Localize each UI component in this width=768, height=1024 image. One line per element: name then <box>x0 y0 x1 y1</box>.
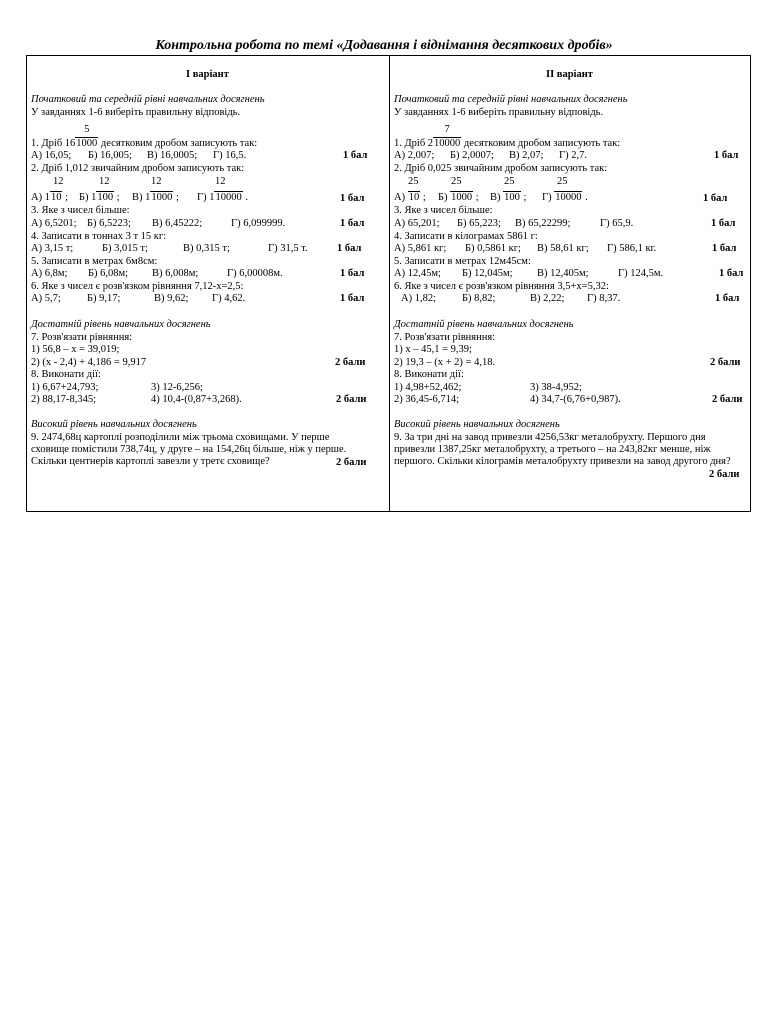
v1-q7-points: 2 бали <box>335 357 366 368</box>
v2-q2: 2. Дріб 0,025 звичайним дробом записують так: <box>394 163 608 174</box>
v1-q6-points: 1 бал <box>340 293 365 304</box>
v1-q2-opt-a-post: ; <box>65 192 69 203</box>
v1-q5-points: 1 бал <box>340 268 365 279</box>
v2-q8: 8. Виконати дії: <box>394 369 464 380</box>
v2-q1-opt-a: А) 2,007; <box>394 150 435 161</box>
test-table <box>26 55 751 512</box>
v2-q1-prefix: 1. Дріб 2 <box>394 138 434 149</box>
v2-q3-opt-d: Г) 65,9. <box>600 218 634 229</box>
v2-q2-num-a: 25 <box>408 176 419 187</box>
v2-q9: 9. За три дні на завод привезли 4256,53кг металобрухту. Першого дня привезли 1387,25кг металобрухту, а третього – на 243,82кг менше, ніж першого. Скільки кілограмів металобрухту привезли на завод другого дня? <box>394 432 731 467</box>
v1-q2-num-d: 12 <box>215 176 226 187</box>
v1-q3-opt-d: Г) 6,099999. <box>231 218 286 229</box>
v1-q2-opt-c-pre: В) 1 <box>132 192 151 203</box>
v2-q8-points: 2 бали <box>712 394 743 405</box>
v2-level2-title: Достатній рівень навчальних досягнень <box>394 319 574 330</box>
v2-q2-den-a: 10 <box>408 192 420 203</box>
v2-q1-opt-c: В) 2,07; <box>509 150 544 161</box>
v2-q8-3: 3) 38-4,952; <box>530 382 582 393</box>
v1-q3-opt-a: А) 6,5201; <box>31 218 77 229</box>
v1-q2-den-d: 10000 <box>215 192 242 203</box>
v2-q1-denominator: 10000 <box>434 138 461 149</box>
v1-q1-prefix: 1. Дріб 16 <box>31 138 76 149</box>
v1-q5-opt-c: В) 6,008м; <box>152 268 199 279</box>
v1-q1-suffix: десятковим дробом записують так: <box>98 138 258 149</box>
v1-q2-points: 1 бал <box>340 193 365 204</box>
v2-q2-opt-b-post: ; <box>475 192 479 203</box>
v2-q3-opt-c: В) 65,22299; <box>515 218 571 229</box>
page-title: Контрольна робота по темі «Додавання і віднімання десяткових дробів» <box>155 38 613 53</box>
v1-q8-1: 1) 6,67+24,793; <box>31 382 99 393</box>
v1-q1-fraction <box>75 124 98 150</box>
v1-q2-den-c: 1000 <box>151 192 173 203</box>
v1-q2-opt-b-pre: Б) 1 <box>79 192 97 203</box>
v2-q8-2: 2) 36,45-6,714; <box>394 394 460 405</box>
v1-q1-points: 1 бал <box>343 150 368 161</box>
v2-level1-title: Початковий та середній рівні навчальних досягнень <box>394 94 628 105</box>
v2-q5-points: 1 бал <box>719 268 744 279</box>
v2-q2-opt-d <box>542 191 588 204</box>
v1-q7-a: 1) 56,8 – х = 39,019; <box>31 344 120 355</box>
v2-q2-opt-b <box>438 191 479 204</box>
v1-q9-points: 2 бали <box>336 457 367 468</box>
v1-q4-opt-d: Г) 31,5 т. <box>268 243 308 254</box>
v1-q1-denominator: 1000 <box>76 138 98 149</box>
v2-q7-points: 2 бали <box>710 357 741 368</box>
v2-q2-opt-a-post: ; <box>422 192 426 203</box>
v2-q1-suffix: десятковим дробом записують так: <box>461 138 621 149</box>
v1-q1-numerator: 5 <box>84 124 90 135</box>
v1-q1 <box>31 124 258 150</box>
v1-q8-points: 2 бали <box>336 394 367 405</box>
v2-q4-opt-a: А) 5,861 кг; <box>394 243 447 254</box>
variant-2-heading: ІІ варіант <box>546 69 593 80</box>
v1-q4-opt-c: В) 0,315 т; <box>183 243 230 254</box>
v2-q2-num-b: 25 <box>451 176 462 187</box>
v1-level1-title: Початковий та середній рівні навчальних досягнень <box>31 94 265 105</box>
v2-q7: 7. Розв'язати рівняння: <box>394 332 496 343</box>
v1-q9: 9. 2474,68ц картоплі розподілили між трьома сховищами. У перше сховище помістили 738,74ц, у друге – на 154,26ц більше, ніж у перше. Скільки центнерів картоплі завезли у третє сховище? <box>31 432 347 467</box>
v1-q6-opt-d: Г) 4,62. <box>212 293 246 304</box>
v1-q6-opt-a: А) 5,7; <box>31 293 61 304</box>
v2-q4-opt-d: Г) 586,1 кг. <box>607 243 657 254</box>
v2-q2-points: 1 бал <box>703 193 728 204</box>
v2-q5-opt-b: Б) 12,045м; <box>462 268 513 279</box>
v1-q4-opt-a: А) 3,15 т; <box>31 243 74 254</box>
v1-level3-title: Високий рівень навчальних досягнень <box>31 419 197 430</box>
v2-q1 <box>394 124 621 150</box>
v1-q6-opt-c: В) 9,62; <box>154 293 189 304</box>
v1-q6: 6. Яке з чисел є розв'язком рівняння 7,12-х=2,5: <box>31 281 244 292</box>
v1-q8-3: 3) 12-6,256; <box>151 382 203 393</box>
v2-instruction: У завданнях 1-6 виберіть правильну відповідь. <box>394 107 604 118</box>
v1-q2-opt-a <box>31 191 68 204</box>
column-divider <box>389 56 390 511</box>
v2-q6-opt-d: Г) 8,37. <box>587 293 621 304</box>
v1-q2-den-a: 10 <box>50 192 62 203</box>
v1-q2-opt-b-post: ; <box>116 192 120 203</box>
v2-q1-points: 1 бал <box>714 150 739 161</box>
v1-q3-opt-b: Б) 6,5223; <box>87 218 131 229</box>
v2-q1-numerator: 7 <box>444 124 450 135</box>
v1-q1-opt-b: Б) 16,005; <box>88 150 132 161</box>
v1-q2-opt-c-post: ; <box>176 192 179 203</box>
v2-q6-opt-b: Б) 8,82; <box>462 293 496 304</box>
v1-q2-opt-d-pre: Г) 1 <box>197 192 215 203</box>
v2-q8-1: 1) 4,98+52,462; <box>394 382 462 393</box>
v1-q5-opt-a: А) 6,8м; <box>31 268 68 279</box>
v1-q3-opt-c: В) 6,45222; <box>152 218 203 229</box>
v2-q5-opt-d: Г) 124,5м. <box>618 268 664 279</box>
v2-q2-opt-d-pre: Г) <box>542 192 552 203</box>
v2-level3-title: Високий рівень навчальних досягнень <box>394 419 560 430</box>
v1-q3-points: 1 бал <box>340 218 365 229</box>
v1-instruction: У завданнях 1-6 виберіть правильну відповідь. <box>31 107 241 118</box>
v1-q2-opt-a-pre: А) 1 <box>31 192 50 203</box>
v2-q5-opt-a: А) 12,45м; <box>394 268 441 279</box>
v1-q5-opt-b: Б) 6,08м; <box>88 268 129 279</box>
v1-q2-num-a: 12 <box>53 176 64 187</box>
v1-q6-opt-b: Б) 9,17; <box>87 293 121 304</box>
v2-q4-opt-b: Б) 0,5861 кг; <box>465 243 521 254</box>
v1-level2-title: Достатній рівень навчальних досягнень <box>31 319 211 330</box>
v1-q8: 8. Виконати дії: <box>31 369 101 380</box>
v2-q2-opt-a <box>394 191 426 204</box>
v1-q7-b: 2) (х - 2,4) + 4,186 = 9,917 <box>31 357 147 368</box>
v2-q5: 5. Записати в метрах 12м45см: <box>394 256 531 267</box>
v2-q2-opt-b-pre: Б) <box>438 192 448 203</box>
v1-q1-opt-a: А) 16,05; <box>31 150 72 161</box>
v1-q2-den-b: 100 <box>97 192 114 203</box>
v2-q2-num-c: 25 <box>504 176 515 187</box>
v2-q7-a: 1) х – 45,1 = 9,39; <box>394 344 472 355</box>
v2-q9-points: 2 бали <box>709 469 740 480</box>
v1-q5: 5. Записати в метрах 6м8см: <box>31 256 158 267</box>
v1-q8-2: 2) 88,17-8,345; <box>31 394 97 405</box>
v2-q6: 6. Яке з чисел є розв'язком рівняння 3,5+х=5,32: <box>394 281 609 292</box>
v2-q4: 4. Записати в кілограмах 5861 г: <box>394 231 538 242</box>
variant-1-heading: І варіант <box>186 69 229 80</box>
v2-q2-den-b: 1000 <box>451 192 473 203</box>
v2-q7-b: 2) 19,3 – (х + 2) = 4,18. <box>394 357 496 368</box>
v2-q2-den-d: 10000 <box>555 192 582 203</box>
v2-q6-opt-a: А) 1,82; <box>401 293 436 304</box>
v2-q2-opt-c <box>490 191 526 204</box>
v1-q7: 7. Розв'язати рівняння: <box>31 332 133 343</box>
v2-q3-opt-a: А) 65,201; <box>394 218 440 229</box>
v2-q3-opt-b: Б) 65,223; <box>457 218 501 229</box>
v1-q4: 4. Записати в тоннах 3 т 15 кг: <box>31 231 167 242</box>
v2-q5-opt-c: В) 12,405м; <box>537 268 589 279</box>
v2-q1-fraction <box>433 124 461 150</box>
v2-q2-opt-c-post: ; <box>523 192 527 203</box>
v2-q8-4: 4) 34,7-(6,76+0,987). <box>530 394 621 405</box>
v1-q2-opt-c <box>132 191 179 204</box>
v2-q4-points: 1 бал <box>712 243 737 254</box>
v1-q1-opt-d: Г) 16,5. <box>213 150 247 161</box>
v1-q2-num-c: 12 <box>151 176 162 187</box>
v2-q6-opt-c: В) 2,22; <box>530 293 565 304</box>
v2-q2-opt-c-pre: В) <box>490 192 501 203</box>
v1-q4-points: 1 бал <box>337 243 362 254</box>
v1-q2-opt-b <box>79 191 120 204</box>
v1-q4-opt-b: Б) 3,015 т; <box>102 243 148 254</box>
v1-q2-opt-d-post: . <box>245 192 248 203</box>
v1-q1-opt-c: В) 16,0005; <box>147 150 198 161</box>
v1-q8-4: 4) 10,4-(0,87+3,268). <box>151 394 242 405</box>
v2-q1-opt-b: Б) 2,0007; <box>450 150 494 161</box>
v2-q3: 3. Яке з чисел більше: <box>394 205 493 216</box>
v1-q2-opt-d <box>197 191 248 204</box>
v2-q2-opt-a-pre: А) <box>394 192 406 203</box>
v1-q5-opt-d: Г) 6,00008м. <box>227 268 283 279</box>
v2-q1-opt-d: Г) 2,7. <box>559 150 587 161</box>
v1-q2: 2. Дріб 1,012 звичайним дробом записують так: <box>31 163 245 174</box>
v2-q2-den-c: 100 <box>504 192 520 203</box>
v2-q6-points: 1 бал <box>715 293 740 304</box>
v2-q2-opt-d-post: . <box>585 192 588 203</box>
v2-q3-points: 1 бал <box>711 218 736 229</box>
v1-q2-num-b: 12 <box>99 176 110 187</box>
v1-q3: 3. Яке з чисел більше: <box>31 205 130 216</box>
v2-q4-opt-c: В) 58,61 кг; <box>537 243 589 254</box>
v2-q2-num-d: 25 <box>557 176 568 187</box>
